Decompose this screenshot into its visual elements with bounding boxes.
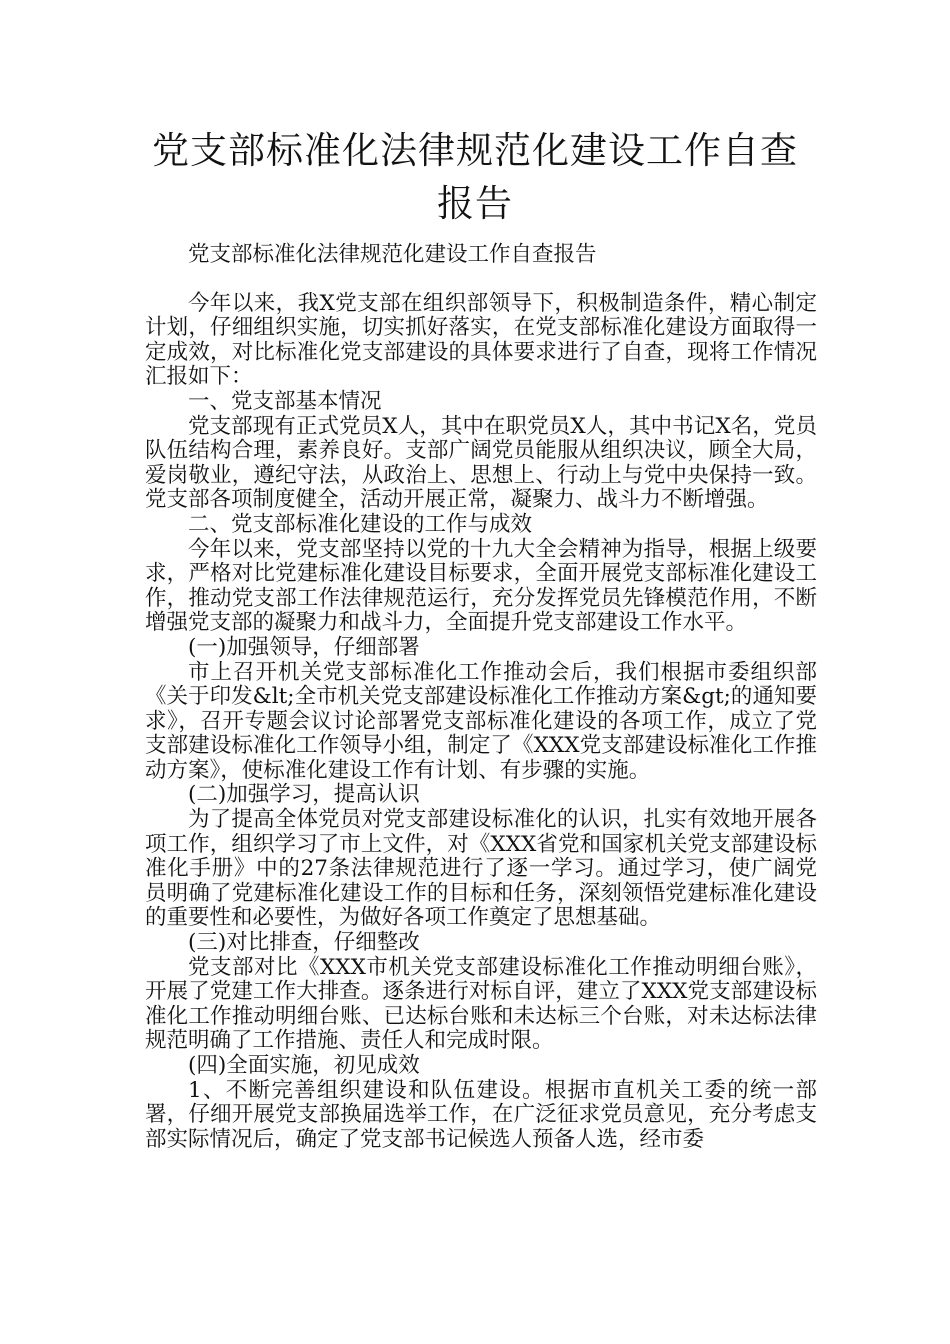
document-title: 党支部标准化法律规范化建设工作自查报告: [152, 129, 798, 225]
section-heading-2: 二、党支部标准化建设的工作与成效: [188, 511, 533, 537]
paragraph-study: 为了提高全体党员对党支部建设标准化的认识，扎实有效地开展各项工作，组织学习了市上文件，对《XXX省党和国家机关党支部建设标准化手册》中的27条法律规范进行了逐一学习。通过学习，使广阔党员明确了党建标准化建设工作的目标和任务，深刻领悟党建标准化建设的重要性和必要性，为做好各项工作奠定了思想基础。: [145, 807, 817, 931]
document-subtitle: 党支部标准化法律规范化建设工作自查报告: [188, 242, 597, 267]
paragraph-leadership: 市上召开机关党支部标准化工作推动会后，我们根据市委组织部《关于印发&lt;全市机关党支部建设标准化工作推动方案&gt;的通知要求》，召开专题会议讨论部署党支部标准化建设的各项工作，成立了党支部建设标准化工作领导小组，制定了《XXX党支部建设标准化工作推动方案》，使标准化建设工作有计划、有步骤的实施。: [145, 659, 817, 783]
section-heading-1: 一、党支部基本情况: [188, 388, 382, 414]
subsection-heading-2: (二)加强学习，提高认识: [188, 782, 420, 808]
document-body: [145, 243, 817, 1152]
paragraph-rectification: 党支部对比《XXX市机关党支部建设标准化工作推动明细台账》，开展了党建工作大排查。逐条进行对标自评，建立了XXX党支部建设标准化工作推动明细台账、已达标台账和未达标三个台账，对未达标法律规范明确了工作措施、责任人和完成时限。: [145, 954, 817, 1054]
subsection-heading-3: (三)对比排查，仔细整改: [188, 930, 420, 956]
subsection-heading-1: (一)加强领导，仔细部署: [188, 634, 420, 660]
subsection-heading-4: (四)全面实施，初见成效: [188, 1053, 420, 1078]
paragraph-implementation: 1、不断完善组织建设和队伍建设。根据市直机关工委的统一部署，仔细开展党支部换届选举工作，在广泛征求党员意见，充分考虑支部实际情况后，确定了党支部书记候选人预备人选，经市委: [145, 1077, 817, 1152]
paragraph-basic-info: 党支部现有正式党员X人，其中在职党员X人，其中书记X名，党员队伍结构合理，素养良好。支部广阔党员能服从组织决议，顾全大局，爱岗敬业，遵纪守法，从政治上、思想上、行动上与党中央保持一致。党支部各项制度健全，活动开展正常，凝聚力、战斗力不断增强。: [145, 413, 817, 513]
paragraph-work-results: 今年以来，党支部坚持以党的十九大全会精神为指导，根据上级要求，严格对比党建标准化建设目标要求，全面开展党支部标准化建设工作，推动党支部工作法律规范运行，充分发挥党员先锋模范作用，不断增强党支部的凝聚力和战斗力，全面提升党支部建设工作水平。: [145, 536, 817, 636]
paragraph-intro: 今年以来，我X党支部在组织部领导下，积极制造条件，精心制定计划，仔细组织实施，切实抓好落实，在党支部标准化建设方面取得一定成效，对比标准化党支部建设的具体要求进行了自查，现将工作情况汇报如下：: [145, 290, 817, 390]
